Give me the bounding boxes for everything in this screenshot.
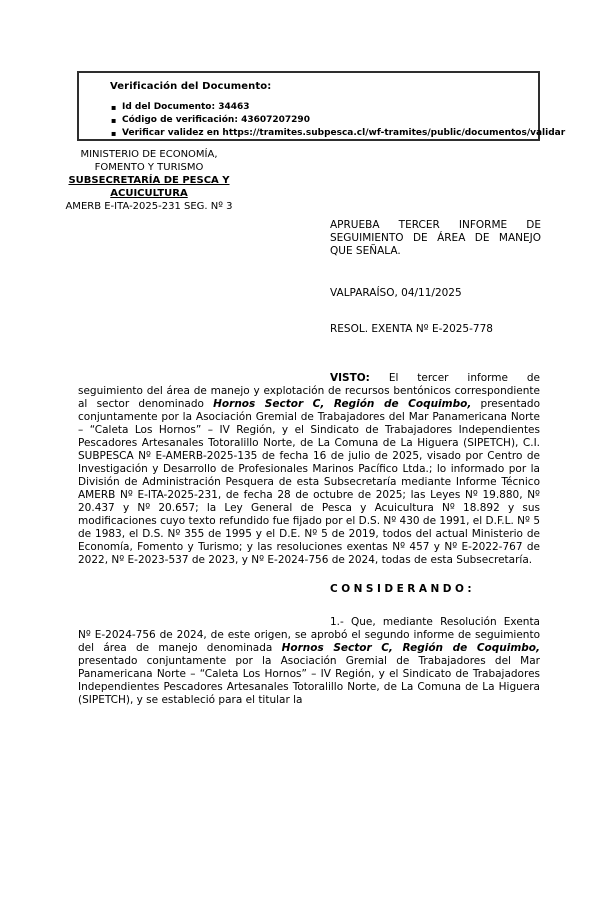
ministry-name-line1: MINISTERIO DE ECONOMÍA,	[80, 149, 218, 160]
considerando-item1-text-after-area: presentado conjuntamente por la Asociación Gremial de Trabajadores del Mar Panamericana Norte – “Caleta Los Hornos” – IV Región, y el Sindicato de Trabajadores Independientes Pescadores Artesanales Totoralillo Norte, de La Comuna de La Higuera (SIPETCH), y se estableció para el titular la	[78, 655, 540, 706]
visto-label: VISTO:	[330, 372, 370, 384]
letterhead	[40, 148, 258, 213]
resolution-number: RESOL. EXENTA Nº E-2025-778	[330, 323, 493, 335]
considerando-heading: CONSIDERANDO:	[330, 583, 476, 595]
verification-box	[77, 71, 566, 141]
considerando-item1-text-before-area: 1.- Que, mediante Resolución Exenta Nº E-2024-756 de 2024, de este origen, se aprobó el segundo informe de seguimiento del área de manejo denominada	[78, 616, 540, 654]
resolution-subject: APRUEBA TERCER INFORME DE SEGUIMIENTO DE ÁREA DE MANEJO QUE SEÑALA.	[330, 219, 541, 257]
managed-area-name: Hornos Sector C, Región de Coquimbo,	[281, 642, 540, 654]
visto-paragraph	[78, 372, 540, 567]
visto-text-after-area: presentado conjuntamente por la Asociación Gremial de Trabajadores del Mar Panamericana Norte – “Caleta Los Hornos” – IV Región, y el Sindicato de Trabajadores Independientes Pescadores Artesanales Totoralillo Norte, de La Comuna de La Higuera (SIPETCH), C.I. SUBPESCA Nº E-AMERB-2025-135 de fecha 16 de julio de 2025, visado por Centro de Investigación y Desarrollo de Profesionales Marinos Pacífico Ltda.; lo informado por la División de Administración Pesquera de esta Subsecretaría mediante Informe Técnico AMERB Nº E-ITA-2025-231, de fecha 28 de octubre de 2025; las Leyes Nº 19.880, Nº 20.437 y Nº 20.657; la Ley General de Pesca y Acuicultura Nº 18.892 y sus modificaciones cuyo texto refundido fue fijado por el D.S. Nº 430 de 1991, el D.F.L. Nº 5 de 1983, el D.S. Nº 355 de 1995 y el D.E. Nº 5 de 2019, todos del actual Ministerio de Economía, Fomento y Turismo; y las resoluciones exentas Nº 457 y Nº E-2022-767 de 2022, Nº E-2023-537 de 2023, y Nº E-2024-756 de 2024, todas de esta Subsecretaría.	[78, 398, 540, 566]
verification-item-document-id: ▪ Id del Documento: 34463	[122, 101, 530, 114]
place-and-date: VALPARAÍSO, 04/11/2025	[330, 287, 462, 299]
department-name-line2: ACUICULTURA	[110, 188, 188, 199]
document-body	[78, 372, 540, 707]
verification-title: Verificación del Documento:	[110, 81, 272, 92]
verification-list	[122, 101, 566, 140]
considerando-item-1	[78, 616, 540, 707]
visto-text-before-area: El tercer informe de seguimiento del área de manejo y explotación de recursos bentónicos correspondiente al sector denominado	[78, 372, 540, 410]
verification-item-code: ▪ Código de verificación: 43607207290	[122, 114, 530, 127]
verification-item-validate-url: ▪ Verificar validez en https://tramites.subpesca.cl/wf-tramites/public/documentos/validar	[122, 127, 530, 140]
ministry-name-line2: FOMENTO Y TURISMO	[94, 162, 204, 173]
managed-area-name: Hornos Sector C, Región de Coquimbo,	[213, 398, 472, 410]
department-name-line1: SUBSECRETARÍA DE PESCA Y	[68, 175, 230, 186]
document-code: AMERB E-ITA-2025-231 SEG. Nº 3	[65, 201, 233, 212]
